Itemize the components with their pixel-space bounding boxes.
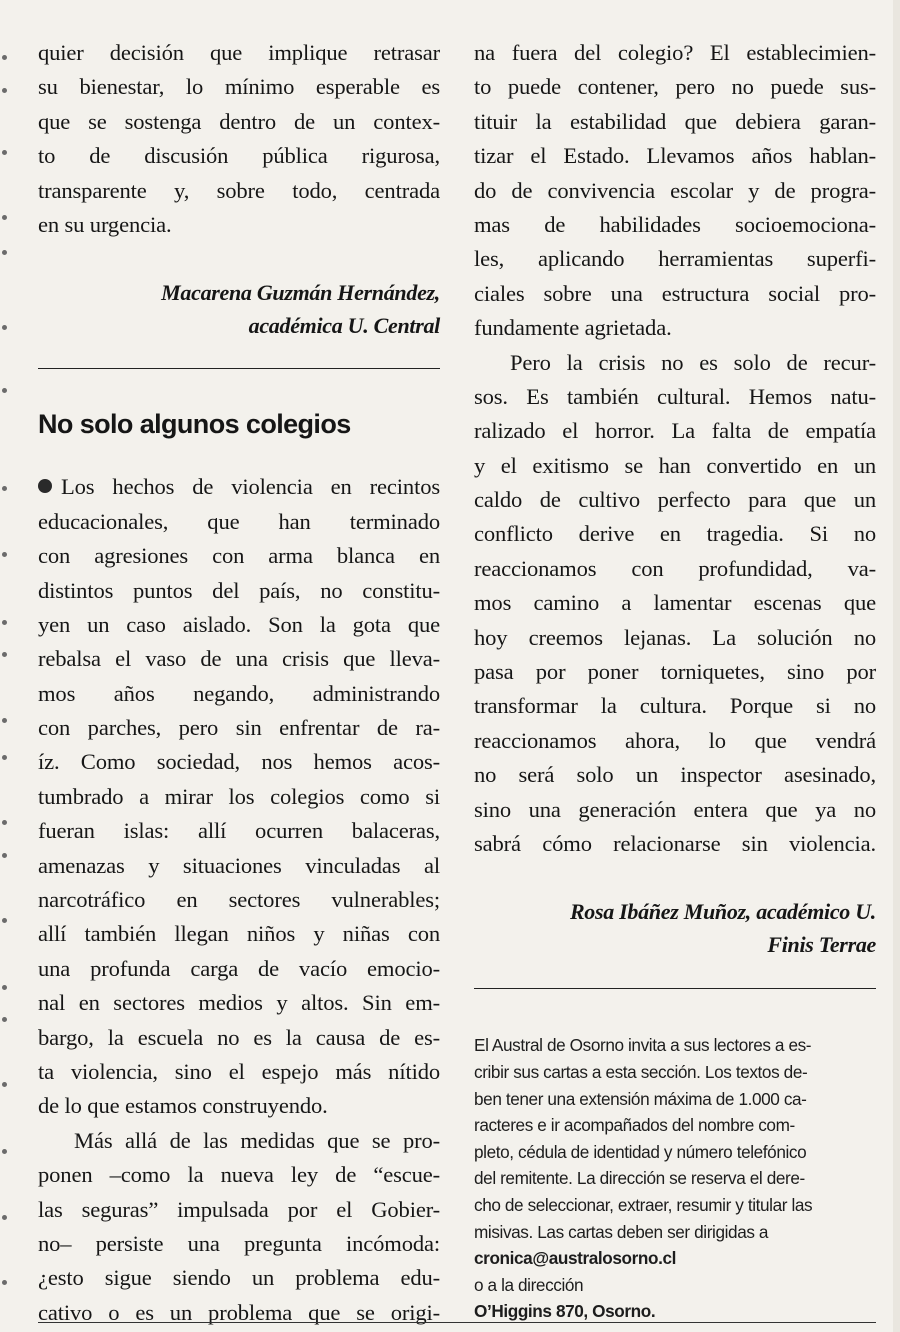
text-line: ralizado el horror. La falta de empatía [474,418,876,444]
text-line: reaccionamos con profundidad, va- [474,555,876,581]
text-line: fueran islas: allí ocurren balaceras, [38,818,440,844]
text-line: ponen –como la nueva ley de “escue- [38,1162,440,1188]
notice-line: racteres e ir acompañados del nombre com- [474,1115,795,1136]
text-line: transparente y, sobre todo, centrada [38,177,440,203]
text-line: con agresiones con arma blanca en [38,543,440,569]
text-line-content: Los hechos de violencia en recintos [61,474,440,500]
signature-macarena-guzman: Macarena Guzmán Hernández, [161,280,440,306]
text-line: mos camino a lamentar escenas que [474,590,876,616]
text-line: íz. Como sociedad, nos hemos acos- [38,749,440,775]
text-line: ciales sobre una estructura social pro- [474,280,876,306]
text-line: na fuera del colegio? El establecimien- [474,40,876,65]
text-line: su bienestar, lo mínimo esperable es [38,74,440,100]
postal-address: O’Higgins 870, Osorno. [474,1301,656,1322]
text-line: fundamente agrietada. [474,315,672,341]
text-line: sino una generación entera que ya no [474,796,876,822]
text-line: quier decisión que implique retrasar [38,40,440,65]
text-line: las seguras” impulsada por el Gobier- [38,1196,440,1222]
notice-line: ben tener una extensión máxima de 1.000 ca- [474,1088,807,1109]
notice-line: o a la dirección [474,1274,584,1295]
notice-line: cho de seleccionar, extraer, resumir y titular las [474,1194,813,1215]
signature-affiliation-finis-terrae: Finis Terrae [767,932,876,958]
text-line: les, aplicando herramientas superfi- [474,246,876,272]
text-line: pasa por poner torniquetes, sino por [474,659,876,685]
binding-dots [0,0,12,1332]
signature-affiliation-u-central: académica U. Central [248,313,440,339]
text-line: una profunda carga de vacío emocio- [38,955,440,981]
notice-line: misivas. Las cartas deben ser dirigidas a [474,1221,769,1242]
text-line: distintos puntos del país, no constitu- [38,577,440,603]
text-line: tumbrado a mirar los colegios como si [38,783,440,809]
text-line: yen un caso aislado. Son la gota que [38,611,440,637]
letter-2-paragraph-3 [474,36,876,346]
notice-line: del remitente. La dirección se reserva el dere- [474,1168,805,1189]
text-line: rebalsa el vaso de una crisis que lleva- [38,646,440,672]
text-line: cativo o es un problema que se origi- [38,1299,440,1325]
text-line: allí también llegan niños y niñas con [38,921,440,947]
letter-2-paragraph-4 [474,346,876,862]
text-line: caldo de cultivo perfecto para que un [474,487,876,513]
text-line: conflicto derive en tragedia. Si no [474,521,876,547]
letter-1-tail [38,36,440,242]
notice-line: El Austral de Osorno invita a sus lectores a es- [474,1035,812,1056]
notice-line: pleto, cédula de identidad y número telefónico [474,1141,807,1162]
text-line: no será solo un inspector asesinado, [474,762,876,788]
text-line: Más allá de las medidas que se pro- [74,1127,440,1153]
text-line: tizar el Estado. Llevamos años hablan- [474,143,876,169]
text-line: que se sostenga dentro de un contex- [38,108,440,134]
text-line: y el exitismo se han convertido en un [474,452,876,478]
text-line: con parches, pero sin enfrentar de ra- [38,715,440,741]
text-line: reaccionamos ahora, lo que vendrá [474,727,876,753]
text-line: ta violencia, sino el espejo más nítido [38,1058,440,1084]
text-line: bargo, la escuela no es la causa de es- [38,1024,440,1050]
letter-2-paragraph-1 [38,470,440,1123]
left-column [38,36,440,1330]
page-bottom-rule [38,1322,876,1323]
text-line: narcotráfico en sectores vulnerables; [38,887,440,913]
letter-headline: No solo algunos colegios [38,409,351,440]
text-line: to puede contener, pero no puede sus- [474,74,876,100]
right-column [474,36,876,1325]
text-line: sabrá cómo relacionarse sin violencia. [474,830,876,856]
text-line: Pero la crisis no es solo de recur- [510,349,876,375]
text-line: ¿esto sigue siendo un problema edu- [38,1265,440,1291]
text-line: educacionales, que han terminado [38,508,440,534]
text-line: amenazas y situaciones vinculadas al [38,852,440,878]
text-line [38,470,440,504]
text-line: do de convivencia escolar y de progra- [474,177,876,203]
text-line: hoy creemos lejanas. La solución no [474,624,876,650]
page-edge [893,0,900,1332]
text-line: no– persiste una pregunta incómoda: [38,1230,440,1256]
submission-notice [474,1032,876,1325]
text-line: mos años negando, administrando [38,680,440,706]
contact-email[interactable]: cronica@australosorno.cl [474,1248,677,1269]
text-line: nal en sectores medios y altos. Sin em- [38,990,440,1016]
text-line: transformar la cultura. Porque si no [474,693,876,719]
text-line: to de discusión pública rigurosa, [38,143,440,169]
bullet-icon [38,479,52,493]
text-line: de lo que estamos construyendo. [38,1093,328,1119]
text-line: en su urgencia. [38,211,172,237]
notice-line: cribir sus cartas a esta sección. Los textos de- [474,1061,808,1082]
text-line: sos. Es también cultural. Hemos natu- [474,383,876,409]
text-line: mas de habilidades socioemociona- [474,211,876,237]
letter-2-paragraph-2 [38,1124,440,1330]
text-line: tituir la estabilidad que debiera garan- [474,108,876,134]
signature-rosa-ibanez: Rosa Ibáñez Muñoz, académico U. [569,899,876,925]
